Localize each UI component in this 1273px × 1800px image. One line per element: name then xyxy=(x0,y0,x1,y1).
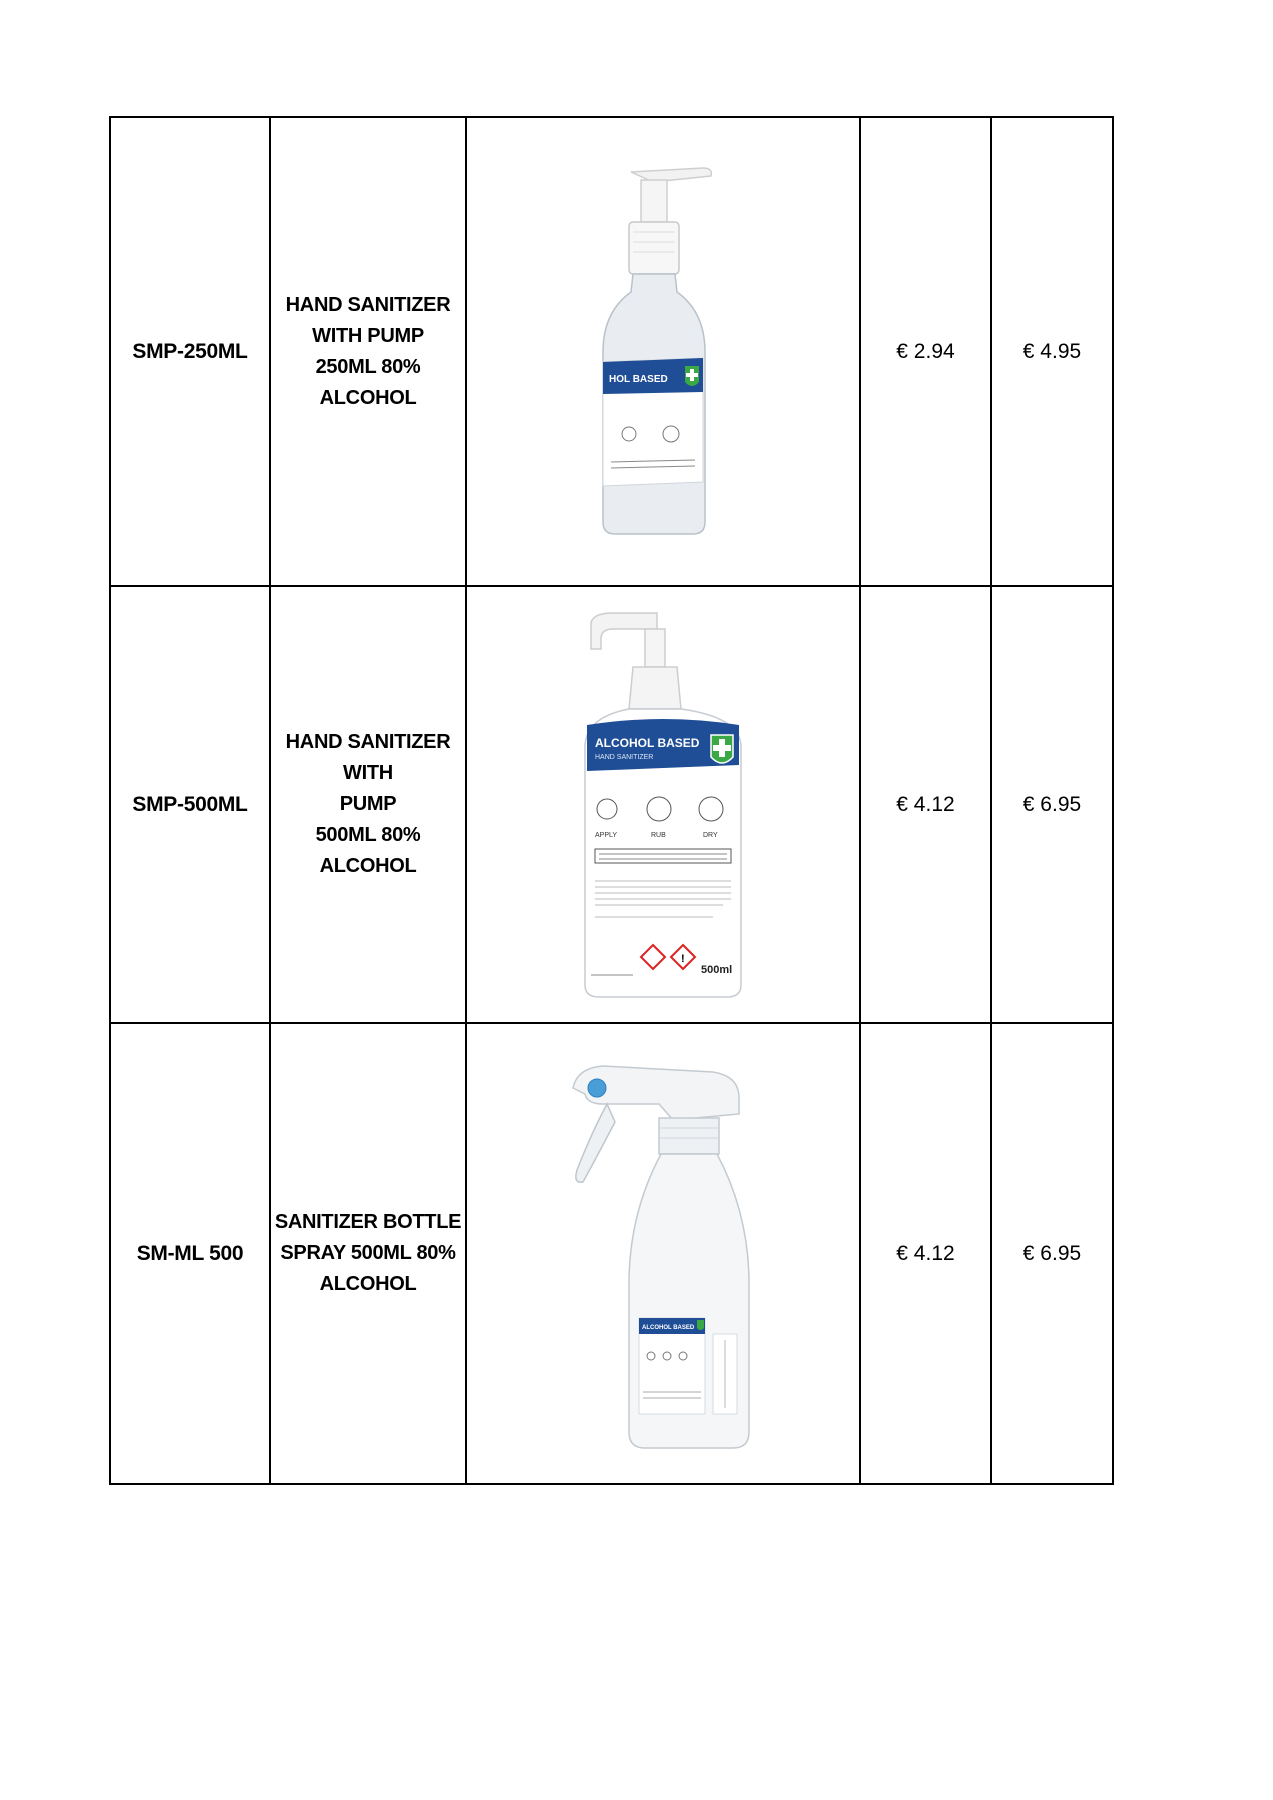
description-line: SANITIZER BOTTLE xyxy=(274,1211,462,1233)
product-image-cell xyxy=(466,117,860,586)
pump-bottle-250ml-icon xyxy=(583,162,743,542)
step-label: RUB xyxy=(651,831,666,839)
price-cell-1 xyxy=(860,586,991,1023)
description-line: WITH PUMP xyxy=(312,324,424,347)
bottle-label-text: ALCOHOL BASED xyxy=(595,735,700,750)
price-1: € 4.12 xyxy=(896,1241,955,1265)
table-row xyxy=(110,1023,1113,1484)
price-1: € 2.94 xyxy=(896,339,955,363)
price-cell-2 xyxy=(991,117,1113,586)
description-line: ALCOHOL xyxy=(319,386,417,409)
product-description xyxy=(271,290,465,414)
description-line: HAND SANITIZER xyxy=(285,731,451,753)
description-line: SPRAY 500ML 80% xyxy=(280,1242,456,1264)
bottle-volume-text: 500ml xyxy=(701,963,733,976)
product-code: SMP-500ML xyxy=(132,792,248,816)
bottle-label-text: ALCOHOL BASED xyxy=(642,1324,695,1331)
product-description xyxy=(271,727,465,882)
price-cell-1 xyxy=(860,117,991,586)
bottle-sublabel-text: HAND SANITIZER xyxy=(595,753,654,761)
step-label: APPLY xyxy=(595,831,618,839)
bottle-label-text: HOL BASED xyxy=(609,373,668,385)
product-code: SM-ML 500 xyxy=(136,1241,244,1265)
product-description xyxy=(271,1207,465,1300)
table-row xyxy=(110,586,1113,1023)
step-label: DRY xyxy=(703,831,718,839)
product-code-cell xyxy=(110,1023,270,1484)
price-2: € 4.95 xyxy=(1022,339,1082,363)
description-line: PUMP xyxy=(339,793,397,815)
product-code-cell xyxy=(110,586,270,1023)
pump-bottle-500ml-icon xyxy=(573,605,753,1005)
description-line: ALCOHOL xyxy=(319,1273,417,1295)
product-description-cell xyxy=(270,117,466,586)
description-line: WITH xyxy=(343,762,393,784)
svg-text:!: ! xyxy=(681,952,685,965)
product-description-cell xyxy=(270,1023,466,1484)
product-image-cell xyxy=(466,586,860,1023)
description-line: 250ML 80% xyxy=(315,355,421,378)
price-table xyxy=(109,116,1114,1485)
table-row xyxy=(110,117,1113,586)
price-2: € 6.95 xyxy=(1022,1241,1082,1265)
price-cell-1 xyxy=(860,1023,991,1484)
price-cell-2 xyxy=(991,1023,1113,1484)
price-cell-2 xyxy=(991,586,1113,1023)
description-line: ALCOHOL xyxy=(319,855,417,877)
product-code-cell xyxy=(110,117,270,586)
product-code: SMP-250ML xyxy=(132,339,248,363)
description-line: HAND SANITIZER xyxy=(285,293,451,316)
product-image-cell xyxy=(466,1023,860,1484)
price-2: € 6.95 xyxy=(1022,792,1082,816)
product-description-cell xyxy=(270,586,466,1023)
spray-bottle-icon xyxy=(563,1044,763,1464)
description-line: 500ML 80% xyxy=(315,824,421,846)
price-1: € 4.12 xyxy=(896,792,955,816)
